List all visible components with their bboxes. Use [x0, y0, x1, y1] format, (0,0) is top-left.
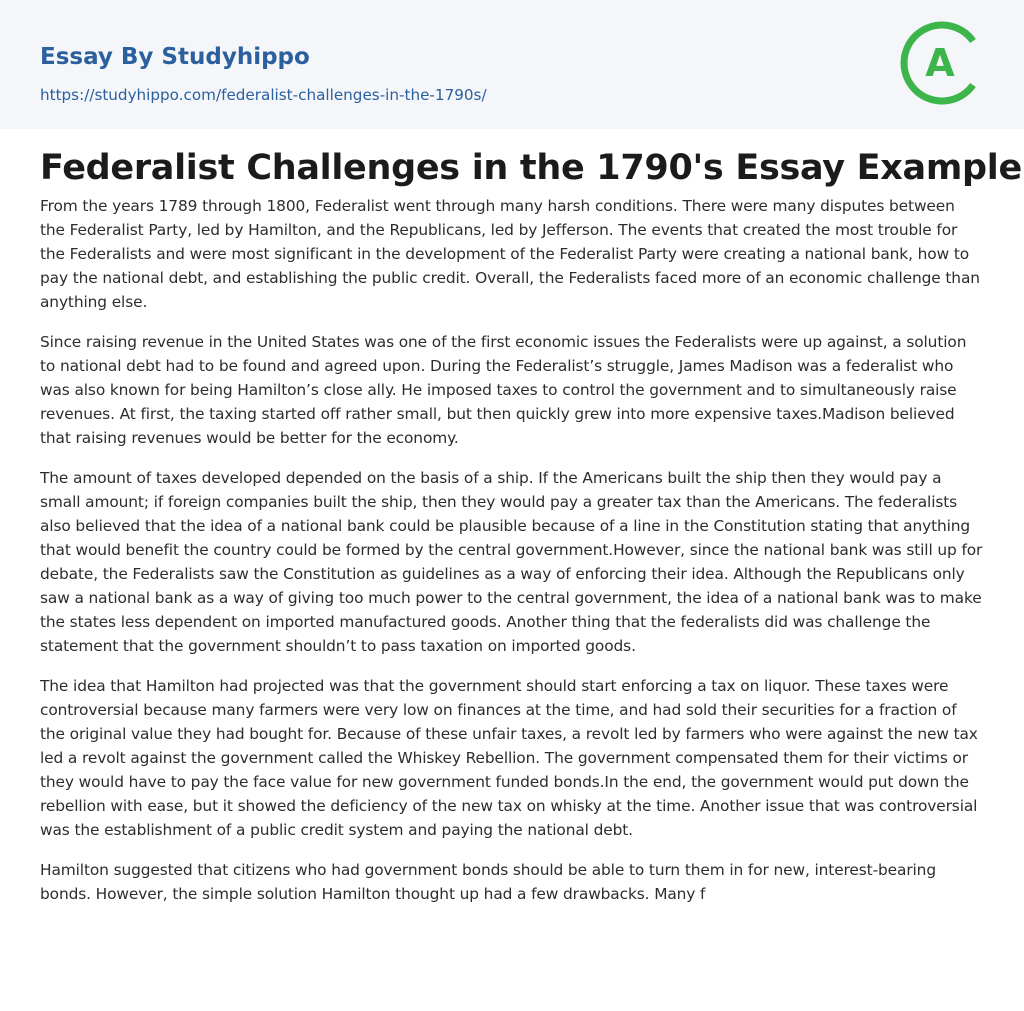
page-title: Federalist Challenges in the 1790's Essay Example	[40, 148, 1022, 188]
brand-title: Essay By Studyhippo	[40, 44, 310, 70]
essay-paragraph: The idea that Hamilton had projected was that the government should start enforcing a tax on liquor. These taxes were controversial because many farmers were very low on finances at the time, and had sold their securities for a fraction of the original value they had bought for. Because of these unfair taxes, a revolt led by farmers who were against the new tax led a revolt against the government called the Whiskey Rebellion. The government compensated them for their victims or they would have to pay the face value for new government funded bonds.In the end, the government would put down the rebellion with ease, but it showed the deficiency of the new tax on whisky at the time. Another issue that was controversial was the establishment of a public credit system and paying the national debt.	[40, 677, 978, 839]
essay-paragraph: Since raising revenue in the United States was one of the first economic issues the Federalists were up against, a solution to national debt had to be found and agreed upon. During the Federalist’s struggle, James Madison was a federalist who was also known for being Hamilton’s close ally. He imposed taxes to control the government and to simultaneously raise revenues. At first, the taxing started off rather small, but then quickly grew into more expensive taxes.Madison believed that raising revenues would be better for the economy.	[40, 333, 967, 447]
essay-paragraph: From the years 1789 through 1800, Federalist went through many harsh conditions. There were many disputes between the Federalist Party, led by Hamilton, and the Republicans, led by Jefferson. The events that created the most trouble for the Federalists and were most significant in the development of the Federalist Party were creating a national bank, how to pay the national debt, and establishing the public credit. Overall, the Federalists faced more of an economic challenge than anything else.	[40, 197, 980, 311]
source-url-link[interactable]: https://studyhippo.com/federalist-challenges-in-the-1790s/	[40, 86, 487, 104]
essay-paragraph: Hamilton suggested that citizens who had government bonds should be able to turn them in for new, interest-bearing bonds. However, the simple solution Hamilton thought up had a few drawbacks. Many f	[40, 861, 936, 903]
essay-paragraph: The amount of taxes developed depended on the basis of a ship. If the Americans built the ship then they would pay a small amount; if foreign companies built the ship, then they would pay a greater tax than the Americans. The federalists also believed that the idea of a national bank could be plausible because of a line in the Constitution stating that anything that would benefit the country could be formed by the central government.However, since the national bank was still up for debate, the Federalists saw the Constitution as guidelines as a way of enforcing their idea. Although the Republicans only saw a national bank as a way of giving too much power to the central government, the idea of a national bank was to make the states less dependent on imported manufactured goods. Another thing that the federalists did was challenge the statement that the government shouldn’t to pass taxation on imported goods.	[40, 469, 983, 655]
essay-body	[40, 194, 984, 964]
logo-letter: A	[925, 41, 955, 85]
